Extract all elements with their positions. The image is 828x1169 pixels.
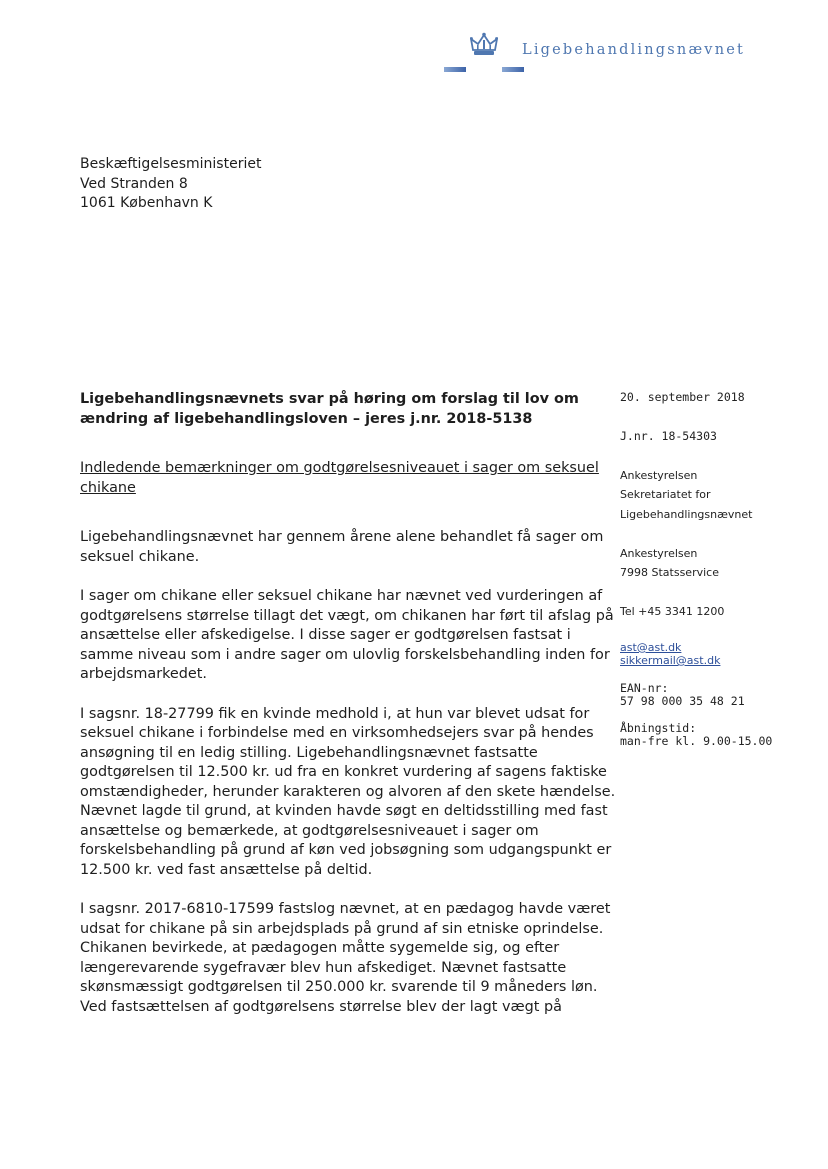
paragraph-1 — [80, 528, 604, 567]
heading-line: chikane — [80, 479, 136, 496]
text-line: seksuel chikane i forbindelse med en virksomhedsejers svar på hendes — [80, 725, 594, 741]
paragraph-3 — [80, 705, 616, 881]
secure-email-link[interactable]: sikkermail@ast.dk — [620, 654, 721, 667]
ean-number: 57 98 000 35 48 21 — [620, 694, 745, 708]
text-line: ansættelse eller afskedigelse. I disse sager er godtgørelsen fastsat i — [80, 627, 571, 643]
sender-line: Ankestyrelsen — [620, 469, 698, 482]
text-line: Nævnet lagde til grund, at kvinden havde søgt en deltidsstilling med fast — [80, 803, 608, 819]
letter-title — [80, 389, 590, 429]
recipient-line: Beskæftigelsesministeriet — [80, 156, 262, 172]
text-line: I sager om chikane eller seksuel chikane har nævnet ved vurderingen af — [80, 588, 603, 604]
title-line: ændring af ligebehandlingsloven – jeres j.nr. 2018-5138 — [80, 411, 533, 427]
text-line: omstændigheder, herunder karakteren og alvoren af den skete hændelse. — [80, 783, 616, 800]
journal-number: J.nr. 18-54303 — [620, 429, 717, 443]
postal-line: Ankestyrelsen — [620, 547, 698, 560]
text-line: I sagsnr. 18-27799 fik en kvinde medhold i, at hun var blevet udsat for — [80, 705, 590, 722]
opening-hours-label: Åbningstid: — [620, 721, 697, 735]
email-link[interactable]: ast@ast.dk — [620, 641, 682, 654]
text-line: 12.500 kr. ved fast ansættelse på deltid. — [80, 861, 373, 878]
ean-label: EAN-nr: — [620, 681, 669, 695]
postal-line: 7998 Statsservice — [620, 566, 719, 579]
text-line: seksuel chikane. — [80, 548, 200, 565]
text-line: skønsmæssigt godtgørelsen til 250.000 kr. svarende til 9 måneders løn. — [80, 979, 598, 995]
heading-line: Indledende bemærkninger om godtgørelsesniveauet i sager om seksuel — [80, 460, 599, 476]
logo-bar-left — [444, 67, 466, 72]
text-line: længerevarende sygefravær blev hun afskediget. Nævnet fastsatte — [80, 959, 567, 976]
paragraph-4 — [80, 900, 611, 1017]
text-line: Ved fastsættelsen af godtgørelsens størrelse blev der lagt vægt på — [80, 998, 562, 1015]
recipient-line: Ved Stranden 8 — [80, 175, 188, 192]
letter-date: 20. september 2018 — [620, 390, 745, 404]
text-line: I sagsnr. 2017-6810-17599 fastslog nævnet, at en pædagog havde været — [80, 901, 611, 917]
text-line: samme niveau som i andre sager om ulovlig forskelsbehandling inden for — [80, 646, 610, 663]
letter-body — [80, 389, 616, 1017]
letterhead-logo — [442, 30, 792, 74]
phone-number: Tel +45 3341 1200 — [620, 605, 725, 618]
text-line: ansættelse og bemærkede, at godtgørelsesniveauet i sager om — [80, 822, 539, 839]
opening-hours: man-fre kl. 9.00-15.00 — [620, 734, 773, 748]
text-line: Ligebehandlingsnævnet har gennem årene alene behandlet få sager om — [80, 529, 604, 545]
paragraph-2 — [80, 587, 614, 685]
logo-bar-right — [502, 67, 524, 72]
text-line: godtgørelsens størrelse tillagt det vægt, om chikanen har ført til afslag på — [80, 607, 614, 624]
text-line: Chikanen bevirkede, at pædagogen måtte sygemelde sig, og efter — [80, 940, 560, 956]
crown-icon — [470, 32, 498, 58]
recipient-line: 1061 København K — [80, 195, 213, 211]
text-line: forskelsbehandling på grund af køn ved jobsøgning som udgangspunkt er — [80, 842, 612, 858]
text-line: arbejdsmarkedet. — [80, 666, 207, 682]
title-line: Ligebehandlingsnævnets svar på høring om forslag til lov om — [80, 391, 579, 407]
text-line: udsat for chikane på sin arbejdsplads på grund af sin etniske oprindelse. — [80, 920, 604, 937]
sender-line: Sekretariatet for — [620, 488, 711, 501]
text-line: ansøgning til en ledig stilling. Ligebehandlingsnævnet fastsatte — [80, 744, 538, 761]
text-line: godtgørelsen til 12.500 kr. ud fra en konkret vurdering af sagens faktiske — [80, 764, 607, 780]
recipient-address — [80, 155, 261, 214]
section-heading — [80, 459, 599, 498]
sender-line: Ligebehandlingsnævnet — [620, 508, 753, 521]
org-name: Ligebehandlingsnævnet — [522, 42, 746, 58]
